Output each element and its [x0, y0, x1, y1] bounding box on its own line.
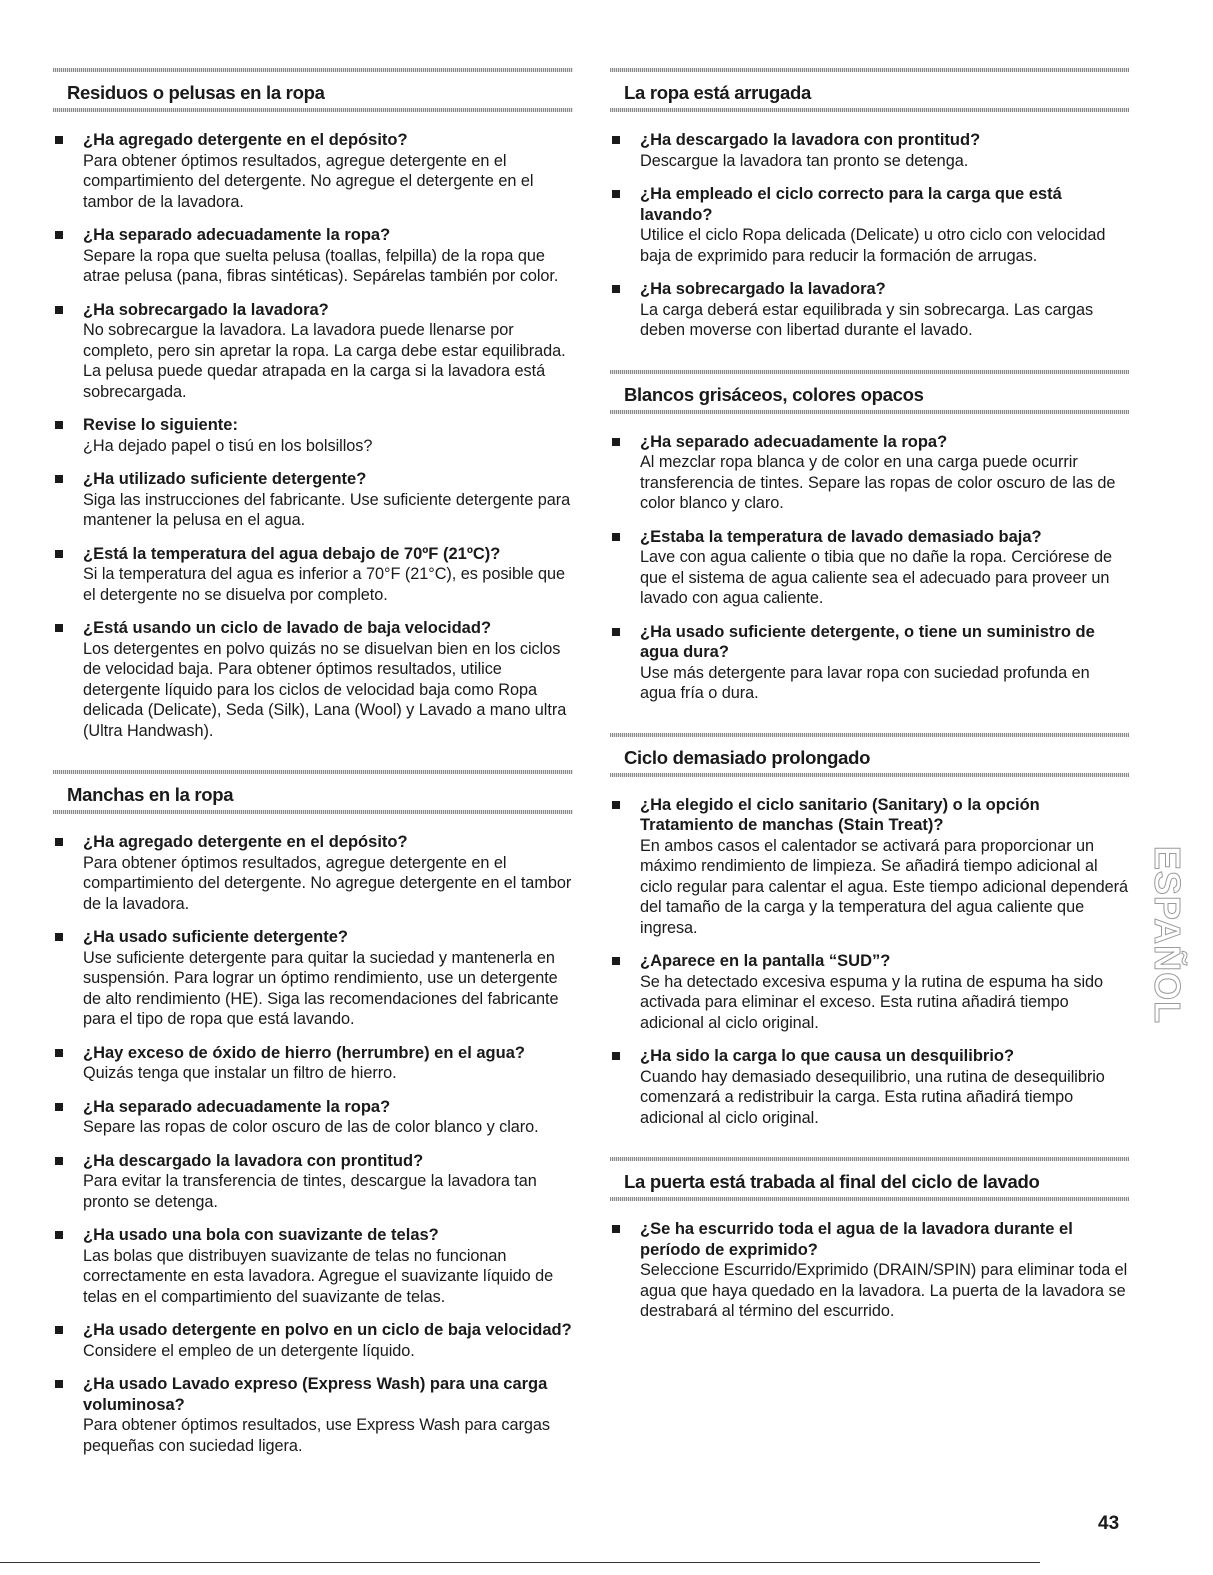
item-question: ¿Ha usado una bola con suavizante de telas? — [83, 1226, 439, 1244]
page-number: 43 — [1098, 1513, 1120, 1534]
section-gap — [610, 717, 1129, 733]
item-answer: Para obtener óptimos resultados, use Express Wash para cargas pequeñas con suciedad ligera. — [83, 1416, 550, 1455]
section-header — [610, 733, 1129, 777]
item-question: ¿Ha utilizado suficiente detergente? — [83, 470, 367, 488]
item-question: ¿Ha separado adecuadamente la ropa? — [83, 226, 391, 244]
list-item — [53, 130, 573, 212]
list-item — [53, 415, 573, 456]
bullet-icon — [55, 933, 63, 941]
item-answer: Al mezclar ropa blanca y de color en una carga puede ocurrir transferencia de tintes. Separe las ropas de color oscuro de las de color blanco y claro. — [640, 453, 1116, 512]
bullet-icon — [55, 421, 63, 429]
item-answer: En ambos casos el calentador se activará para proporcionar un máximo rendimiento de limpieza. Se añadirá tiempo adicional al ciclo regular para calentar el agua. Este tiempo adicional dependerá del tamaño de la carga y la temperatura del agua caliente que ingresa. — [640, 836, 1129, 937]
bullet-icon — [612, 285, 620, 293]
item-answer: Utilice el ciclo Ropa delicada (Delicate) u otro ciclo con velocidad baja de exprimido para reducir la formación de arrugas. — [640, 226, 1106, 265]
section-header — [53, 770, 573, 814]
list-item — [53, 1225, 573, 1307]
item-answer: Si la temperatura del agua es inferior a 70°F (21°C), es posible que el detergente no se disuelva por completo. — [83, 565, 566, 604]
item-answer: Considere el empleo de un detergente líquido. — [83, 1341, 415, 1360]
bullet-icon — [55, 1049, 63, 1057]
bullet-icon — [55, 1157, 63, 1165]
item-question: ¿Ha sido la carga lo que causa un desquilibrio? — [640, 1047, 1015, 1065]
item-answer: La carga deberá estar equilibrada y sin sobrecarga. Las cargas deben moverse con libertad durante el lavado. — [640, 300, 1094, 339]
item-question: ¿Ha sobrecargado la lavadora? — [83, 300, 329, 319]
list-item — [610, 951, 1129, 1033]
list-item — [53, 300, 573, 403]
bullet-icon — [55, 1380, 63, 1388]
list-item — [53, 1374, 573, 1456]
item-answer: Separe las ropas de color oscuro de las de color blanco y claro. — [83, 1118, 539, 1136]
list-item — [53, 1320, 573, 1361]
section-rule-bottom — [610, 773, 1129, 777]
item-question: ¿Ha elegido el ciclo sanitario (Sanitary) o la opción Tratamiento de manchas (Stain Treat)? — [640, 795, 1040, 834]
list-item — [53, 544, 573, 606]
bullet-icon — [612, 801, 620, 809]
section-rule-bottom — [53, 108, 573, 112]
bullet-icon — [55, 550, 63, 558]
list-item — [53, 927, 573, 1030]
left-column — [53, 68, 573, 1469]
list-item — [53, 1151, 573, 1213]
item-question: ¿Está usando un ciclo de lavado de baja velocidad? — [83, 619, 492, 637]
item-answer: No sobrecargue la lavadora. La lavadora puede llenarse por completo, pero sin apretar la ropa. La carga debe estar equilibrada. La pelusa puede quedar atrapada en la carga si la lavadora está sobrecargada. — [83, 321, 566, 401]
bullet-icon — [55, 136, 63, 144]
item-question: ¿Ha usado suficiente detergente, o tiene un suministro de agua dura? — [640, 622, 1095, 661]
bullet-icon — [55, 838, 63, 846]
item-answer: Seleccione Escurrido/Exprimido (DRAIN/SPIN) para eliminar toda el agua que haya quedado en la lavadora. La puerta de la lavadora se destrabará al término del escurrido. — [640, 1261, 1128, 1320]
section-rule-bottom — [610, 410, 1129, 414]
item-question: ¿Ha usado Lavado expreso (Express Wash) para una carga voluminosa? — [83, 1375, 548, 1414]
bullet-icon — [612, 1052, 620, 1060]
bullet-icon — [612, 533, 620, 541]
section-header — [610, 68, 1129, 112]
list-item — [610, 622, 1129, 704]
section-header — [610, 370, 1129, 414]
section-title: Blancos grisáceos, colores opacos — [624, 383, 924, 405]
item-question: ¿Aparece en la pantalla “SUD”? — [640, 952, 891, 970]
bullet-icon — [612, 957, 620, 965]
bullet-icon — [55, 475, 63, 483]
item-answer: Para obtener óptimos resultados, agregue detergente en el compartimiento del detergente. No agregue detergente en el tambor de la lavadora. — [83, 853, 572, 913]
bullet-icon — [612, 1225, 620, 1233]
item-question: ¿Ha usado suficiente detergente? — [83, 928, 348, 946]
list-item — [610, 130, 1129, 171]
list-item — [53, 469, 573, 531]
item-question: ¿Hay exceso de óxido de hierro (herrumbre) en el agua? — [83, 1043, 525, 1062]
item-answer: Use suficiente detergente para quitar la suciedad y mantenerla en suspensión. Para lograr un óptimo rendimiento, use un detergente de alto rendimiento (HE). Siga las recomendaciones del fabricante para el tipo de ropa que está lavando. — [83, 948, 559, 1028]
section-rule-bottom — [610, 108, 1129, 112]
section-rule-bottom — [610, 1197, 1129, 1201]
list-item — [610, 1046, 1129, 1128]
item-question: ¿Ha agregado detergente en el depósito? — [83, 131, 408, 149]
section-title: Residuos o pelusas en la ropa — [67, 82, 325, 103]
item-answer: Se ha detectado excesiva espuma y la rutina de espuma ha sido activada para eliminar el exceso. Esta rutina añadirá tiempo adicional al ciclo original. — [640, 972, 1104, 1032]
item-answer: Para evitar la transferencia de tintes, descargue la lavadora tan pronto se detenga. — [83, 1172, 537, 1211]
right-column — [610, 68, 1129, 1335]
item-question: ¿Ha separado adecuadamente la ropa? — [640, 432, 948, 451]
section-title: La puerta está trabada al final del ciclo de lavado — [624, 1171, 1040, 1192]
bottom-rule — [0, 1562, 1040, 1563]
item-question: ¿Se ha escurrido toda el agua de la lavadora durante el período de exprimido? — [640, 1220, 1073, 1259]
item-answer: Quizás tenga que instalar un filtro de hierro. — [83, 1064, 397, 1082]
bullet-icon — [612, 136, 620, 144]
bullet-icon — [55, 231, 63, 239]
item-question: ¿Ha empleado el ciclo correcto para la carga que está lavando? — [640, 185, 1062, 224]
item-answer: Separe la ropa que suelta pelusa (toallas, felpilla) de la ropa que atrae pelusa (pana, fibras sintéticas). Sepárelas también por color. — [83, 246, 559, 285]
item-answer: Use más detergente para lavar ropa con suciedad profunda en agua fría o dura. — [640, 663, 1090, 702]
list-item — [610, 279, 1129, 341]
section-header — [610, 1157, 1129, 1201]
list-item — [610, 432, 1129, 514]
item-question: ¿Ha descargado la lavadora con prontitud? — [83, 1151, 424, 1170]
item-question: ¿Ha descargado la lavadora con prontitud? — [640, 131, 981, 149]
section-header — [53, 68, 573, 112]
section-gap — [53, 754, 573, 770]
item-answer: Para obtener óptimos resultados, agregue detergente en el compartimiento del detergente. No agregue el detergente en el tambor de la lavadora. — [83, 151, 534, 211]
bullet-icon — [55, 1231, 63, 1239]
item-answer: Los detergentes en polvo quizás no se disuelvan bien en los ciclos de velocidad baja. Para obtener óptimos resultados, utilice detergente líquido para los ciclos de velocidad baja como Ropa delicada (Delicate), Seda (Silk), Lana (Wool) y Lavado a mano ultra (Ultra Handwash). — [83, 639, 567, 740]
list-item — [610, 184, 1129, 266]
language-tab-label: ESPAÑOL — [1147, 845, 1189, 1025]
bullet-icon — [612, 438, 620, 446]
list-item — [610, 1219, 1129, 1322]
item-answer: Descargue la lavadora tan pronto se detenga. — [640, 151, 969, 170]
bullet-icon — [55, 1103, 63, 1111]
item-answer: Las bolas que distribuyen suavizante de telas no funcionan correctamente en esta lavadora. Agregue el suavizante líquido de telas en el compartimiento del suavizante de telas. — [83, 1246, 554, 1306]
bullet-icon — [55, 624, 63, 632]
item-answer: Lave con agua caliente o tibia que no dañe la ropa. Cerciórese de que el sistema de agua caliente sea el adecuado para proveer un lavado con agua caliente. — [640, 548, 1112, 607]
bullet-icon — [612, 190, 620, 198]
item-question: ¿Ha agregado detergente en el depósito? — [83, 833, 408, 851]
section-gap — [610, 354, 1129, 370]
list-item — [53, 225, 573, 287]
item-question: ¿Está la temperatura del agua debajo de 70ºF (21ºC)? — [83, 544, 501, 563]
item-answer: ¿Ha dejado papel o tisú en los bolsillos? — [83, 436, 373, 455]
list-item — [53, 1097, 573, 1138]
bullet-icon — [55, 306, 63, 314]
list-item — [53, 832, 573, 914]
item-answer: Cuando hay demasiado desequilibrio, una rutina de desequilibrio comenzará a redistribuir la carga. Esta rutina añadirá tiempo adicional al ciclo original. — [640, 1067, 1105, 1127]
list-item — [610, 795, 1129, 939]
section-gap — [610, 1141, 1129, 1157]
section-title: Manchas en la ropa — [67, 784, 234, 805]
bullet-icon — [55, 1326, 63, 1334]
section-title: Ciclo demasiado prolongado — [624, 746, 871, 768]
item-question: ¿Estaba la temperatura de lavado demasiado baja? — [640, 527, 1042, 546]
item-question: ¿Ha usado detergente en polvo en un ciclo de baja velocidad? — [83, 1321, 572, 1339]
list-item — [610, 527, 1129, 609]
item-question: ¿Ha separado adecuadamente la ropa? — [83, 1097, 391, 1116]
language-tab — [1147, 812, 1189, 1058]
item-question: Revise lo siguiente: — [83, 416, 238, 434]
section-title: La ropa está arrugada — [624, 82, 811, 103]
list-item — [53, 618, 573, 741]
bullet-icon — [612, 628, 620, 636]
item-question: ¿Ha sobrecargado la lavadora? — [640, 280, 886, 298]
section-rule-bottom — [53, 810, 573, 814]
item-answer: Siga las instrucciones del fabricante. Use suficiente detergente para mantener la pelusa en el agua. — [83, 490, 571, 529]
list-item — [53, 1043, 573, 1084]
